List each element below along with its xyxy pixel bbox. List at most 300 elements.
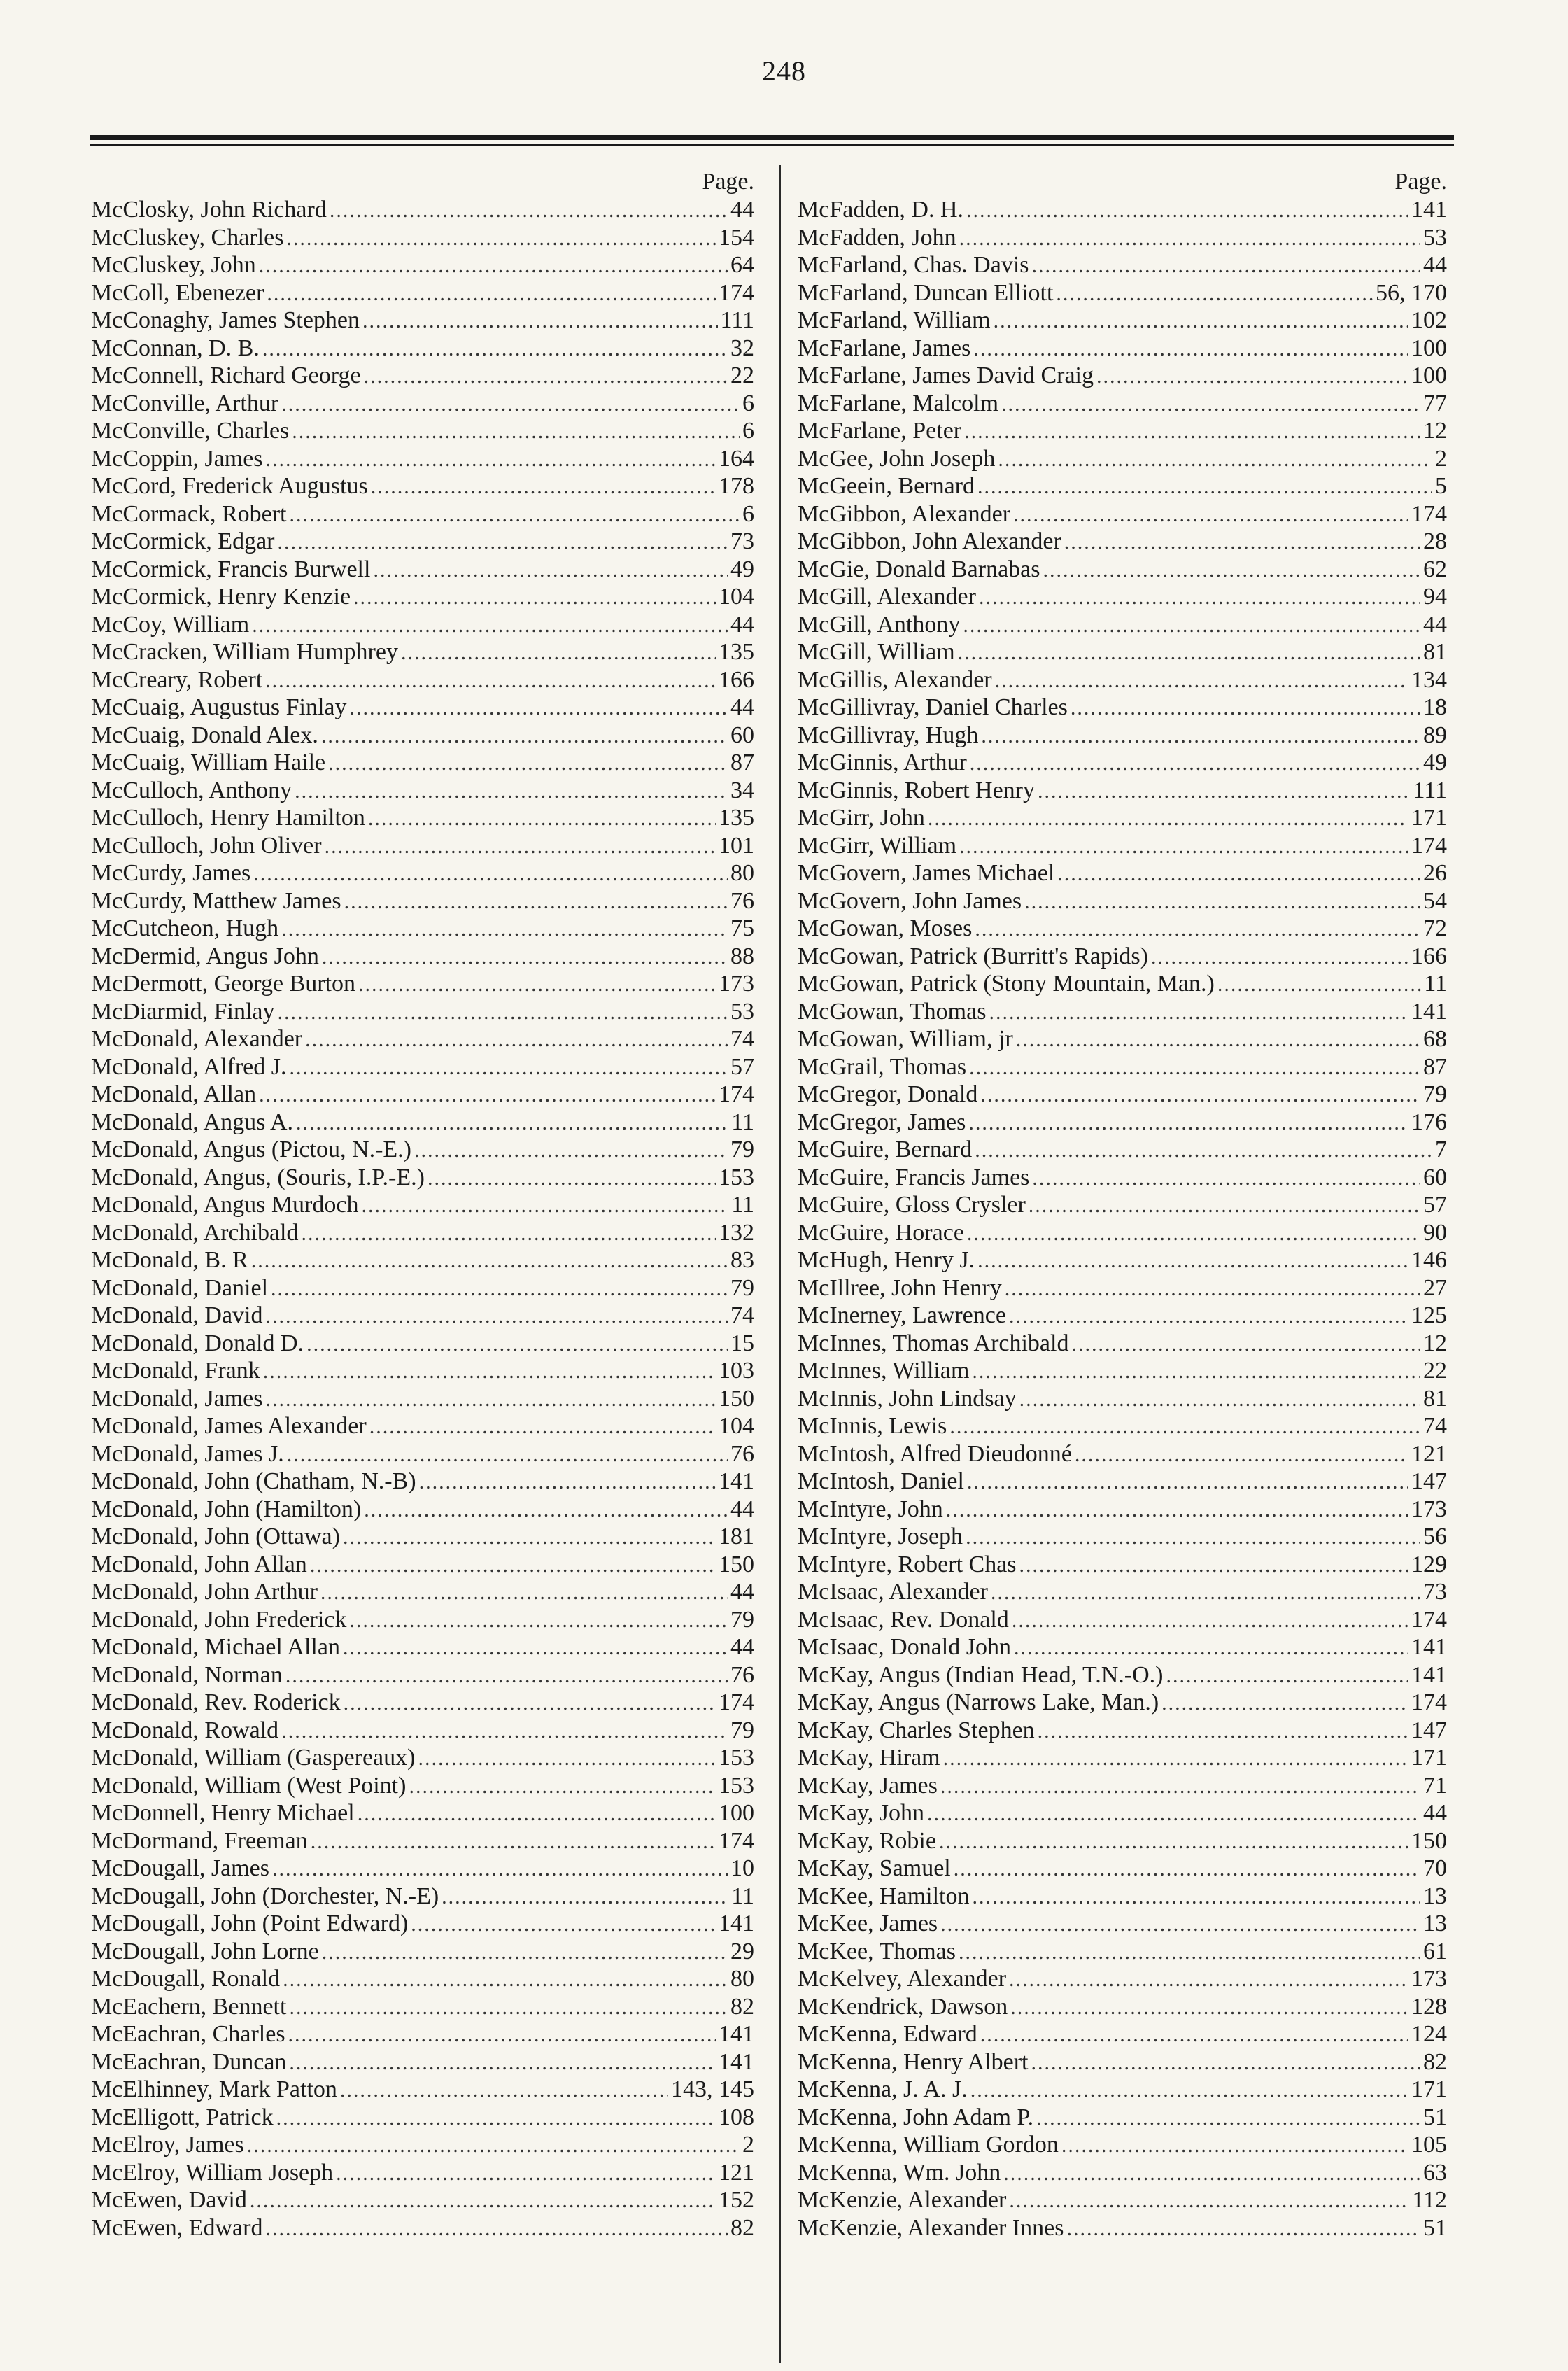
dot-leader [296, 1109, 728, 1137]
entry-name: McGillivray, Daniel Charles [798, 694, 1068, 720]
dot-leader [928, 805, 1408, 833]
index-entry [91, 251, 754, 279]
index-entry [798, 1468, 1447, 1496]
entry-page: 108 [719, 2104, 754, 2130]
entry-page: 141 [719, 2021, 754, 2047]
entry-name: McElroy, James [91, 2132, 244, 2158]
dot-leader [966, 197, 1408, 225]
entry-page: 12 [1423, 418, 1447, 444]
dot-leader [349, 1607, 728, 1635]
index-entry [798, 2020, 1447, 2048]
entry-name: McIntyre, Robert Chas [798, 1551, 1017, 1577]
index-entry [91, 2048, 754, 2076]
entry-name: McDougall, John (Dorchester, N.-E) [91, 1883, 439, 1909]
entry-name: McGee, John Joseph [798, 445, 996, 472]
index-entry [798, 804, 1447, 832]
entry-page: 26 [1423, 860, 1447, 886]
index-entry [91, 1136, 754, 1164]
entry-page: 146 [1411, 1247, 1447, 1273]
entry-name: McGirr, William [798, 832, 957, 859]
entry-name: McDonald, James Alexander [91, 1413, 367, 1439]
entry-name: McColl, Ebenezer [91, 279, 264, 306]
entry-page: 105 [1411, 2132, 1447, 2158]
index-entry [798, 887, 1447, 915]
dot-leader [927, 1800, 1420, 1828]
entry-name: McCuaig, Augustus Finlay [91, 694, 347, 720]
dot-leader [967, 1220, 1420, 1248]
entry-page: 81 [1423, 639, 1447, 665]
index-entry [798, 1661, 1447, 1689]
entry-page: 56 [1423, 1524, 1447, 1549]
left-entry-list [91, 196, 754, 2242]
dot-leader [411, 1911, 716, 1939]
entry-page: 74 [730, 1026, 754, 1052]
entry-page: 80 [730, 860, 754, 886]
dot-leader [1066, 2215, 1420, 2243]
entry-name: McDonald, John (Chatham, N.-B) [91, 1468, 416, 1494]
dot-leader [262, 335, 728, 363]
entry-page: 166 [1411, 943, 1447, 969]
entry-name: McConnan, D. B. [91, 335, 260, 361]
entry-name: McGinnis, Arthur [798, 750, 967, 775]
entry-page: 15 [730, 1330, 754, 1356]
index-entry [91, 722, 754, 750]
index-entry [798, 2186, 1447, 2214]
entry-name: McCormack, Robert [91, 500, 287, 527]
index-entry [798, 556, 1447, 584]
dot-leader [1029, 1192, 1420, 1220]
entry-name: McDermid, Angus John [91, 943, 319, 969]
entry-name: McKee, Thomas [798, 1938, 956, 1964]
dot-leader [1043, 556, 1420, 584]
entry-name: McKenna, Wm. John [798, 2159, 1001, 2186]
entry-name: McGregor, Donald [798, 1081, 978, 1107]
entry-page: 13 [1423, 1911, 1447, 1936]
index-entry [798, 1965, 1447, 1993]
entry-page: 174 [719, 1081, 754, 1107]
dot-leader [295, 778, 728, 805]
entry-page: 100 [1411, 363, 1447, 388]
entry-name: McDonald, Archibald [91, 1219, 299, 1246]
entry-name: McHugh, Henry J. [798, 1247, 975, 1273]
entry-page: 111 [1413, 777, 1447, 803]
entry-page: 141 [1411, 1634, 1447, 1660]
entry-name: McDonald, Rev. Roderick [91, 1689, 341, 1715]
dot-leader [267, 280, 716, 308]
entry-name: McKay, James [798, 1772, 938, 1799]
entry-name: McGuire, Francis James [798, 1164, 1030, 1190]
entry-name: McCutcheon, Hugh [91, 915, 279, 941]
entry-page: 82 [1423, 2048, 1447, 2075]
entry-name: McGrail, Thomas [798, 1053, 967, 1080]
dot-leader [340, 2076, 668, 2104]
dot-leader [998, 446, 1432, 474]
index-entry [91, 1468, 754, 1496]
entry-name: McEachran, Duncan [91, 2048, 287, 2075]
dot-leader [369, 1413, 716, 1441]
dot-leader [253, 860, 728, 888]
dot-leader [302, 1220, 716, 1248]
index-entry [798, 1496, 1447, 1524]
entry-name: McKay, Angus (Indian Head, T.N.-O.) [798, 1661, 1164, 1688]
index-entry [798, 694, 1447, 722]
index-entry [91, 1633, 754, 1661]
dot-leader [1071, 1330, 1420, 1358]
index-entry [798, 251, 1447, 279]
entry-name: McElligott, Patrick [91, 2104, 274, 2130]
dot-leader [442, 1883, 728, 1911]
entry-name: McDonald, John (Ottawa) [91, 1524, 340, 1549]
index-entry [798, 998, 1447, 1026]
index-entry [91, 1246, 754, 1274]
entry-page: 44 [730, 694, 754, 720]
entry-page: 103 [719, 1358, 754, 1384]
index-entry [91, 472, 754, 500]
entry-page: 150 [719, 1551, 754, 1577]
dot-leader [418, 1745, 716, 1773]
dot-leader [969, 1054, 1420, 1082]
entry-page: 173 [1411, 1966, 1447, 1992]
entry-page: 34 [730, 777, 754, 803]
index-entry [798, 1274, 1447, 1302]
entry-page: 104 [719, 1413, 754, 1439]
entry-name: McIntosh, Daniel [798, 1468, 964, 1494]
entry-page: 57 [730, 1053, 754, 1080]
entry-page: 74 [730, 1302, 754, 1328]
entry-name: McDonald, Angus Murdoch [91, 1192, 359, 1218]
entry-page: 32 [730, 335, 754, 361]
index-entry [798, 1606, 1447, 1634]
entry-name: McGuire, Gloss Crysler [798, 1192, 1026, 1218]
index-entry [91, 1302, 754, 1330]
entry-page: 178 [719, 473, 754, 499]
entry-page: 49 [730, 556, 754, 582]
index-entry [91, 1164, 754, 1192]
index-entry [91, 1385, 754, 1413]
entry-name: McCormick, Henry Kenzie [91, 584, 351, 610]
dot-leader [353, 584, 716, 612]
entry-page: 141 [719, 1468, 754, 1494]
index-entry [798, 915, 1447, 943]
index-entry [798, 1799, 1447, 1827]
dot-leader [320, 1579, 728, 1607]
dot-leader [289, 1994, 728, 2022]
entry-name: McGovern, John James [798, 887, 1022, 914]
dot-leader [281, 915, 728, 943]
index-entry [798, 1412, 1447, 1440]
entry-name: McGowan, Patrick (Burritt's Rapids) [798, 943, 1148, 969]
dot-leader [1019, 1552, 1408, 1580]
entry-name: McElhinney, Mark Patton [91, 2076, 337, 2102]
dot-leader [1036, 2104, 1420, 2132]
entry-page: 76 [730, 887, 754, 914]
dot-leader [278, 999, 728, 1027]
entry-name: McCurdy, Matthew James [91, 887, 341, 914]
dot-leader [361, 1192, 728, 1220]
index-entry [91, 611, 754, 639]
entry-page: 141 [1411, 197, 1447, 223]
entry-page: 2 [742, 2132, 754, 2158]
entry-name: McGeein, Bernard [798, 473, 975, 499]
entry-name: McFarland, William [798, 307, 991, 333]
dot-leader [328, 750, 728, 778]
dot-leader [970, 2076, 1408, 2104]
dot-leader [959, 1939, 1420, 1967]
dot-leader [980, 1081, 1420, 1109]
dot-leader [428, 1165, 716, 1192]
entry-page: 94 [1423, 584, 1447, 610]
entry-name: McDougall, Ronald [91, 1966, 281, 1992]
index-entry [798, 1219, 1447, 1247]
index-entry [798, 1633, 1447, 1661]
entry-page: 51 [1423, 2214, 1447, 2241]
index-entry [798, 943, 1447, 971]
dot-leader [1038, 1717, 1408, 1745]
index-entry [91, 1717, 754, 1745]
index-entry [91, 1025, 754, 1053]
entry-name: McFarlane, James David Craig [798, 363, 1094, 388]
index-entry [798, 1191, 1447, 1219]
entry-page: 68 [1423, 1026, 1447, 1052]
index-entry [91, 1330, 754, 1358]
dot-leader [973, 1883, 1421, 1911]
entry-page: 57 [1423, 1192, 1447, 1218]
entry-page: 79 [1423, 1081, 1447, 1107]
index-entry [798, 1689, 1447, 1717]
entry-name: McKenzie, Alexander Innes [798, 2214, 1064, 2241]
index-entry [91, 1993, 754, 2021]
entry-name: McCulloch, Henry Hamilton [91, 805, 365, 831]
entry-page: 62 [1423, 556, 1447, 582]
dot-leader [972, 1358, 1420, 1386]
entry-page: 174 [1411, 1606, 1447, 1633]
entry-page: 82 [730, 2214, 754, 2241]
entry-page: 82 [730, 1993, 754, 2020]
entry-name: McGowan, Patrick (Stony Mountain, Man.) [798, 971, 1215, 997]
entry-page: 135 [719, 639, 754, 665]
entry-page: 64 [730, 252, 754, 278]
entry-page: 73 [1423, 1579, 1447, 1605]
entry-page: 143, 145 [671, 2076, 754, 2102]
entry-page: 71 [1423, 1772, 1447, 1799]
dot-leader [286, 225, 716, 253]
index-entry [798, 196, 1447, 224]
entry-name: McCord, Frederick Augustus [91, 473, 368, 499]
entry-name: McDiarmid, Finlay [91, 998, 275, 1025]
dot-leader [1013, 501, 1408, 529]
entry-name: McDermott, George Burton [91, 971, 356, 997]
index-entry [91, 1910, 754, 1938]
dot-leader [306, 1330, 728, 1358]
dot-leader [973, 335, 1408, 363]
entry-name: McDonald, John Frederick [91, 1606, 347, 1633]
entry-page: 44 [730, 1496, 754, 1522]
entry-page: 44 [730, 611, 754, 638]
entry-page: 60 [730, 722, 754, 748]
index-entry [91, 970, 754, 998]
entry-name: McGuire, Bernard [798, 1137, 973, 1162]
entry-page: 141 [1411, 998, 1447, 1025]
entry-page: 51 [1423, 2104, 1447, 2130]
entry-page: 72 [1423, 915, 1447, 941]
index-entry [798, 1883, 1447, 1911]
dot-leader [981, 722, 1420, 750]
dot-leader [362, 307, 718, 335]
entry-name: McKay, John [798, 1800, 924, 1826]
entry-name: McDougall, James [91, 1855, 269, 1881]
entry-page: 150 [1411, 1827, 1447, 1854]
entry-page: 11 [1424, 971, 1447, 997]
entry-page: 44 [730, 197, 754, 223]
index-entry [91, 749, 754, 777]
dot-leader [970, 750, 1420, 778]
entry-page: 44 [1423, 252, 1447, 278]
index-entry [798, 1330, 1447, 1358]
dot-leader [1032, 1165, 1420, 1192]
index-entry [798, 970, 1447, 998]
entry-name: McFarlane, Malcolm [798, 390, 999, 416]
entry-page: 76 [730, 1661, 754, 1688]
dot-leader [994, 307, 1408, 335]
entry-name: McInnis, John Lindsay [798, 1385, 1017, 1412]
entry-page: 53 [730, 998, 754, 1025]
index-entry [798, 749, 1447, 777]
entry-page: 171 [1411, 805, 1447, 831]
entry-name: McKay, Charles Stephen [798, 1717, 1035, 1743]
entry-name: McCormick, Francis Burwell [91, 556, 371, 582]
index-entry [91, 1053, 754, 1081]
dot-leader [979, 584, 1420, 612]
entry-page: 174 [719, 1689, 754, 1715]
entry-name: McGowan, Thomas [798, 998, 987, 1025]
entry-page: 112 [1412, 2187, 1447, 2213]
index-entry [798, 417, 1447, 445]
entry-page: 132 [719, 1219, 754, 1246]
dot-leader [321, 722, 728, 750]
entry-name: McCoppin, James [91, 445, 263, 472]
index-entry [91, 500, 754, 528]
entry-page: 5 [1435, 473, 1447, 499]
index-entry [798, 1302, 1447, 1330]
index-entry [91, 777, 754, 805]
index-entry [798, 1523, 1447, 1551]
entry-name: McDonald, John (Hamilton) [91, 1496, 362, 1522]
dot-leader [276, 2104, 716, 2132]
entry-page: 22 [730, 363, 754, 388]
entry-name: McDonald, Rowald [91, 1717, 279, 1743]
entry-name: McKenzie, Alexander [798, 2187, 1007, 2213]
dot-leader [977, 1247, 1408, 1275]
index-entry [798, 2159, 1447, 2187]
header-rule-thick [90, 135, 1454, 140]
entry-page: 76 [730, 1440, 754, 1467]
entry-page: 153 [719, 1164, 754, 1190]
entry-name: McDormand, Freeman [91, 1827, 308, 1854]
dot-leader [1009, 1302, 1408, 1330]
dot-leader [358, 971, 716, 999]
entry-page: 11 [731, 1883, 754, 1909]
entry-name: McInnis, Lewis [798, 1413, 947, 1439]
index-entry [798, 1910, 1447, 1938]
entry-page: 166 [719, 666, 754, 693]
index-entry [798, 611, 1447, 639]
dot-leader [1038, 778, 1411, 805]
dot-leader [373, 556, 728, 584]
entry-page: 125 [1411, 1302, 1447, 1328]
index-entry [91, 1274, 754, 1302]
entry-name: McClosky, John Richard [91, 197, 327, 223]
dot-leader [310, 1552, 716, 1580]
entry-page: 44 [730, 1579, 754, 1605]
dot-leader [278, 528, 728, 556]
dot-leader [959, 225, 1420, 253]
entry-page: 171 [1411, 1745, 1447, 1771]
entry-name: McEachran, Charles [91, 2021, 285, 2047]
entry-name: McDougall, John Lorne [91, 1938, 319, 1964]
entry-name: McKay, Samuel [798, 1855, 951, 1881]
index-entry [798, 1772, 1447, 1800]
entry-page: 49 [1423, 750, 1447, 775]
entry-page: 74 [1423, 1413, 1447, 1439]
index-entry [798, 445, 1447, 473]
entry-page: 150 [719, 1385, 754, 1412]
entry-name: McConville, Arthur [91, 390, 279, 416]
index-entry [91, 1219, 754, 1247]
index-entry [798, 500, 1447, 528]
entry-page: 44 [730, 1634, 754, 1660]
index-entry [91, 1744, 754, 1772]
entry-name: McGill, Alexander [798, 584, 976, 610]
entry-page: 147 [1411, 1468, 1447, 1494]
dot-leader [250, 2187, 716, 2215]
entry-page: 18 [1423, 694, 1447, 720]
index-entry [798, 1717, 1447, 1745]
entry-page: 100 [1411, 335, 1447, 361]
dot-leader [265, 667, 716, 695]
entry-page: 100 [719, 1800, 754, 1826]
dot-leader [344, 1689, 716, 1717]
dot-leader [265, 2215, 728, 2243]
dot-leader [1005, 1275, 1420, 1303]
dot-leader [322, 943, 728, 971]
index-entry [798, 1440, 1447, 1468]
entry-page: 89 [1423, 722, 1447, 748]
index-entry [91, 1496, 754, 1524]
index-entry [91, 666, 754, 694]
entry-name: McEwen, David [91, 2187, 247, 2213]
entry-name: McKay, Hiram [798, 1745, 940, 1771]
index-entry [798, 666, 1447, 694]
dot-leader [1010, 1994, 1408, 2022]
index-entry [91, 445, 754, 473]
entry-page: 90 [1423, 1219, 1447, 1246]
index-entry [91, 638, 754, 666]
entry-page: 53 [1423, 224, 1447, 251]
entry-page: 77 [1423, 390, 1447, 416]
dot-leader [281, 1717, 728, 1745]
dot-leader [1096, 363, 1408, 391]
dot-leader [946, 1496, 1408, 1524]
index-entry [91, 998, 754, 1026]
entry-name: McFarland, Duncan Elliott [798, 279, 1054, 306]
index-entry [798, 1136, 1447, 1164]
dot-leader [966, 1524, 1420, 1552]
page-number: 248 [762, 55, 806, 87]
entry-page: 6 [742, 418, 754, 444]
dot-leader [975, 915, 1420, 943]
dot-leader [336, 2160, 716, 2188]
dot-leader [283, 1966, 728, 1994]
